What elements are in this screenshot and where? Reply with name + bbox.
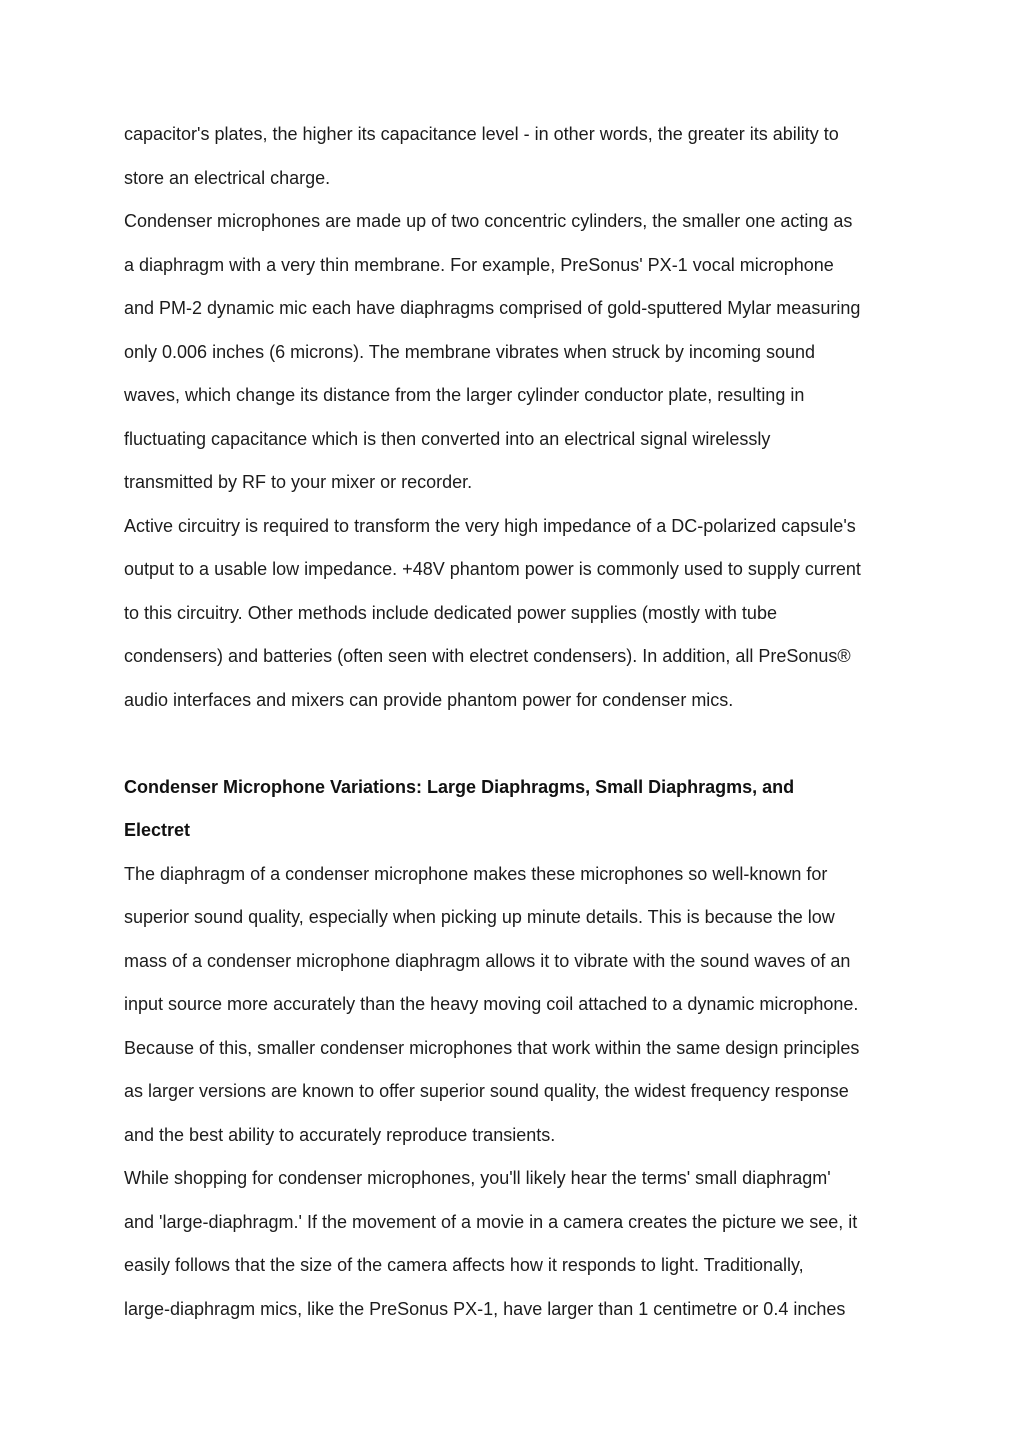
paragraph-spacer bbox=[124, 722, 914, 766]
paragraph-condenser-construction bbox=[124, 200, 914, 505]
text-line: superior sound quality, especially when picking up minute details. This is because the low bbox=[124, 907, 835, 927]
text-line: While shopping for condenser microphones, you'll likely hear the terms' small diaphragm' bbox=[124, 1168, 831, 1188]
text-line: and the best ability to accurately reproduce transients. bbox=[124, 1124, 556, 1145]
text-line: The diaphragm of a condenser microphone makes these microphones so well-known for bbox=[124, 863, 828, 884]
paragraph-active-circuitry bbox=[124, 505, 914, 723]
text-line: a diaphragm with a very thin membrane. For example, PreSonus' PX-1 vocal microphone bbox=[124, 254, 834, 275]
text-line: Condenser microphones are made up of two concentric cylinders, the smaller one acting as bbox=[124, 211, 853, 231]
paragraph-diaphragm-quality bbox=[124, 853, 914, 1158]
paragraph-capacitance bbox=[124, 113, 914, 200]
text-line: waves, which change its distance from the larger cylinder conductor plate, resulting in bbox=[124, 385, 805, 405]
section-heading bbox=[124, 766, 914, 853]
text-line: condensers) and batteries (often seen with electret condensers). In addition, all PreSonus® bbox=[124, 646, 851, 666]
text-line: audio interfaces and mixers can provide phantom power for condenser mics. bbox=[124, 689, 734, 710]
text-line: capacitor's plates, the higher its capacitance level - in other words, the greater its ability to bbox=[124, 124, 839, 144]
text-line: Because of this, smaller condenser microphones that work within the same design principles bbox=[124, 1037, 860, 1058]
text-line: transmitted by RF to your mixer or recorder. bbox=[124, 472, 473, 492]
text-line: only 0.006 inches (6 microns). The membrane vibrates when struck by incoming sound bbox=[124, 341, 815, 362]
text-line: Active circuitry is required to transform the very high impedance of a DC-polarized capsule's bbox=[124, 515, 856, 536]
text-line: and PM-2 dynamic mic each have diaphragms comprised of gold-sputtered Mylar measuring bbox=[124, 298, 861, 318]
text-line: fluctuating capacitance which is then converted into an electrical signal wirelessly bbox=[124, 428, 771, 449]
document-page bbox=[124, 113, 914, 1331]
text-line: store an electrical charge. bbox=[124, 167, 331, 188]
heading-line: Condenser Microphone Variations: Large Diaphragms, Small Diaphragms, and bbox=[124, 776, 795, 797]
heading-line: Electret bbox=[124, 820, 191, 840]
text-line: and 'large-diaphragm.' If the movement of a movie in a camera creates the picture we see, it bbox=[124, 1211, 858, 1232]
text-line: output to a usable low impedance. +48V phantom power is commonly used to supply current bbox=[124, 559, 861, 579]
text-line: input source more accurately than the heavy moving coil attached to a dynamic microphone. bbox=[124, 994, 859, 1014]
paragraph-shopping bbox=[124, 1157, 914, 1331]
text-line: easily follows that the size of the camera affects how it responds to light. Traditionally, bbox=[124, 1255, 804, 1275]
text-line: mass of a condenser microphone diaphragm allows it to vibrate with the sound waves of an bbox=[124, 950, 851, 971]
text-line: large-diaphragm mics, like the PreSonus PX-1, have larger than 1 centimetre or 0.4 inches bbox=[124, 1298, 846, 1319]
text-line: as larger versions are known to offer superior sound quality, the widest frequency response bbox=[124, 1081, 849, 1101]
text-line: to this circuitry. Other methods include dedicated power supplies (mostly with tube bbox=[124, 602, 777, 623]
